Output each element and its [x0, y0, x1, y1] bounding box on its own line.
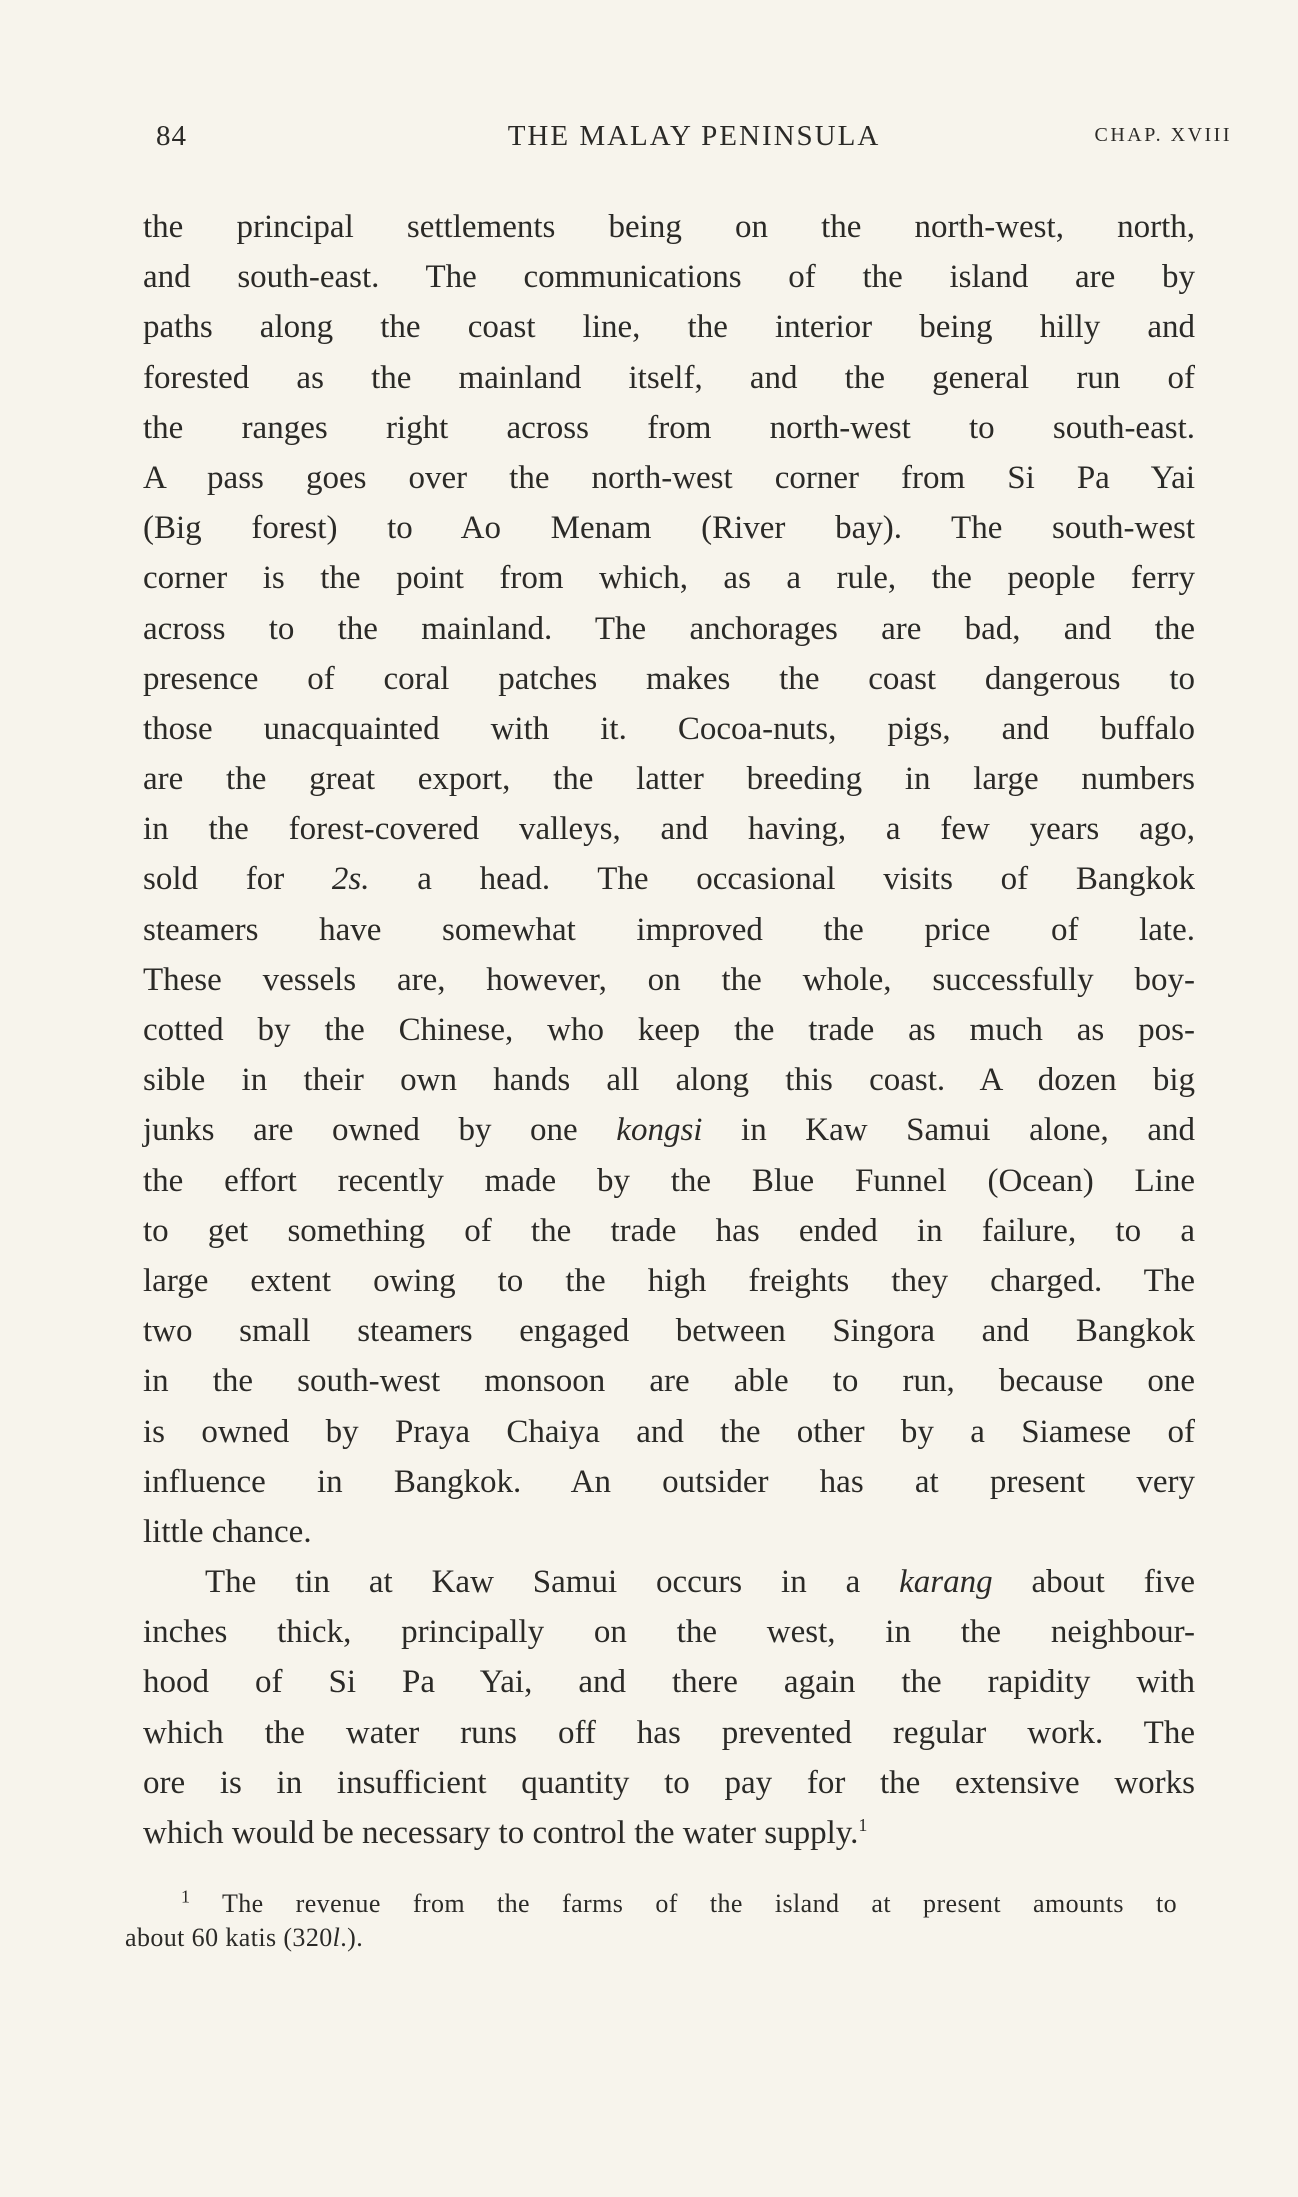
text-run: about five	[1031, 1564, 1196, 1601]
text-run: The tin at Kaw Samui occurs in a	[205, 1564, 861, 1601]
text-line: and south-east. The communications of the island are by	[143, 259, 1195, 296]
text-run: in Kaw Samui alone, and	[741, 1112, 1196, 1149]
text-line: is owned by Praya Chaiya and the other by a Siamese of	[143, 1413, 1195, 1450]
footnote-line	[125, 1921, 1177, 1955]
text-line: (Big forest) to Ao Menam (River bay). The south-west	[143, 510, 1195, 547]
text-line: little chance.	[143, 1513, 312, 1550]
text-line: the ranges right across from north-west to south-east.	[143, 409, 1195, 446]
text-line: corner is the point from which, as a rule, the people ferry	[143, 560, 1195, 597]
text-run: sold for	[143, 861, 285, 898]
text-line: paths along the coast line, the interior being hilly and	[143, 309, 1195, 346]
text-line: in the forest-covered valleys, and having, a few years ago,	[143, 811, 1195, 848]
text-line: A pass goes over the north-west corner from Si Pa Yai	[143, 459, 1195, 496]
text-line: ore is in insufficient quantity to pay for the extensive works	[143, 1764, 1195, 1801]
text-line: which the water runs off has prevented regular work. The	[143, 1714, 1195, 1751]
text-line: large extent owing to the high freights they charged. The	[143, 1262, 1195, 1299]
text-line: inches thick, principally on the west, in the neighbour-	[143, 1614, 1195, 1651]
page-number: 84	[156, 120, 187, 152]
italic-run: karang	[899, 1564, 993, 1601]
footnote-text: .).	[340, 1923, 364, 1952]
paragraph-2	[143, 1557, 1195, 1858]
text-line: those unacquainted with it. Cocoa-nuts, pigs, and buffalo	[143, 710, 1195, 747]
footnote-text: about 60 katis (320	[125, 1923, 333, 1952]
text-line: to get something of the trade has ended in failure, to a	[143, 1212, 1195, 1249]
text-line: are the great export, the latter breeding in large numbers	[143, 761, 1195, 798]
italic-run: kongsi	[616, 1112, 703, 1149]
footnote-marker: 1	[181, 1886, 191, 1907]
text-line: the effort recently made by the Blue Funnel (Ocean) Line	[143, 1162, 1195, 1199]
footnote-text: The revenue from the farms of the island at present amounts to	[222, 1889, 1177, 1918]
text-line: the principal settlements being on the north-west, north,	[143, 209, 1195, 245]
text-line: across to the mainland. The anchorages are bad, and the	[143, 610, 1195, 647]
text-line: presence of coral patches makes the coast dangerous to	[143, 660, 1195, 697]
text-line: influence in Bangkok. An outsider has at present very	[143, 1463, 1195, 1500]
text-run: junks are owned by one	[143, 1112, 578, 1149]
paragraph-1	[143, 202, 1195, 1557]
text-line: sible in their own hands all along this coast. A dozen big	[143, 1062, 1195, 1099]
text-line: in the south-west monsoon are able to run, because one	[143, 1363, 1195, 1400]
chapter-label: CHAP. XVIII	[1094, 124, 1232, 146]
text-line: These vessels are, however, on the whole, successfully boy-	[143, 961, 1195, 998]
text-run: which would be necessary to control the water supply.	[143, 1815, 859, 1851]
footnote	[125, 1887, 1177, 1955]
text-line: cotted by the Chinese, who keep the trade as much as pos-	[143, 1012, 1195, 1048]
text-line: two small steamers engaged between Singora and Bangkok	[143, 1313, 1195, 1350]
text-line	[143, 1557, 1195, 1607]
footnote-line	[125, 1887, 1177, 1921]
text-run: a head. The occasional visits of Bangkok	[417, 861, 1195, 898]
footnote-reference[interactable]: 1	[858, 1815, 868, 1835]
text-line	[143, 854, 1195, 904]
body-text	[143, 202, 1195, 1858]
text-line	[143, 1808, 1195, 1858]
running-head	[156, 120, 1232, 160]
italic-run: 2s.	[331, 861, 370, 898]
book-title: THE MALAY PENINSULA	[507, 120, 881, 152]
text-line	[143, 1105, 1195, 1155]
text-line: forested as the mainland itself, and the general run of	[143, 359, 1195, 396]
text-line: hood of Si Pa Yai, and there again the rapidity with	[143, 1664, 1195, 1701]
italic-run: l	[332, 1923, 341, 1952]
text-line: steamers have somewhat improved the price of late.	[143, 911, 1195, 948]
